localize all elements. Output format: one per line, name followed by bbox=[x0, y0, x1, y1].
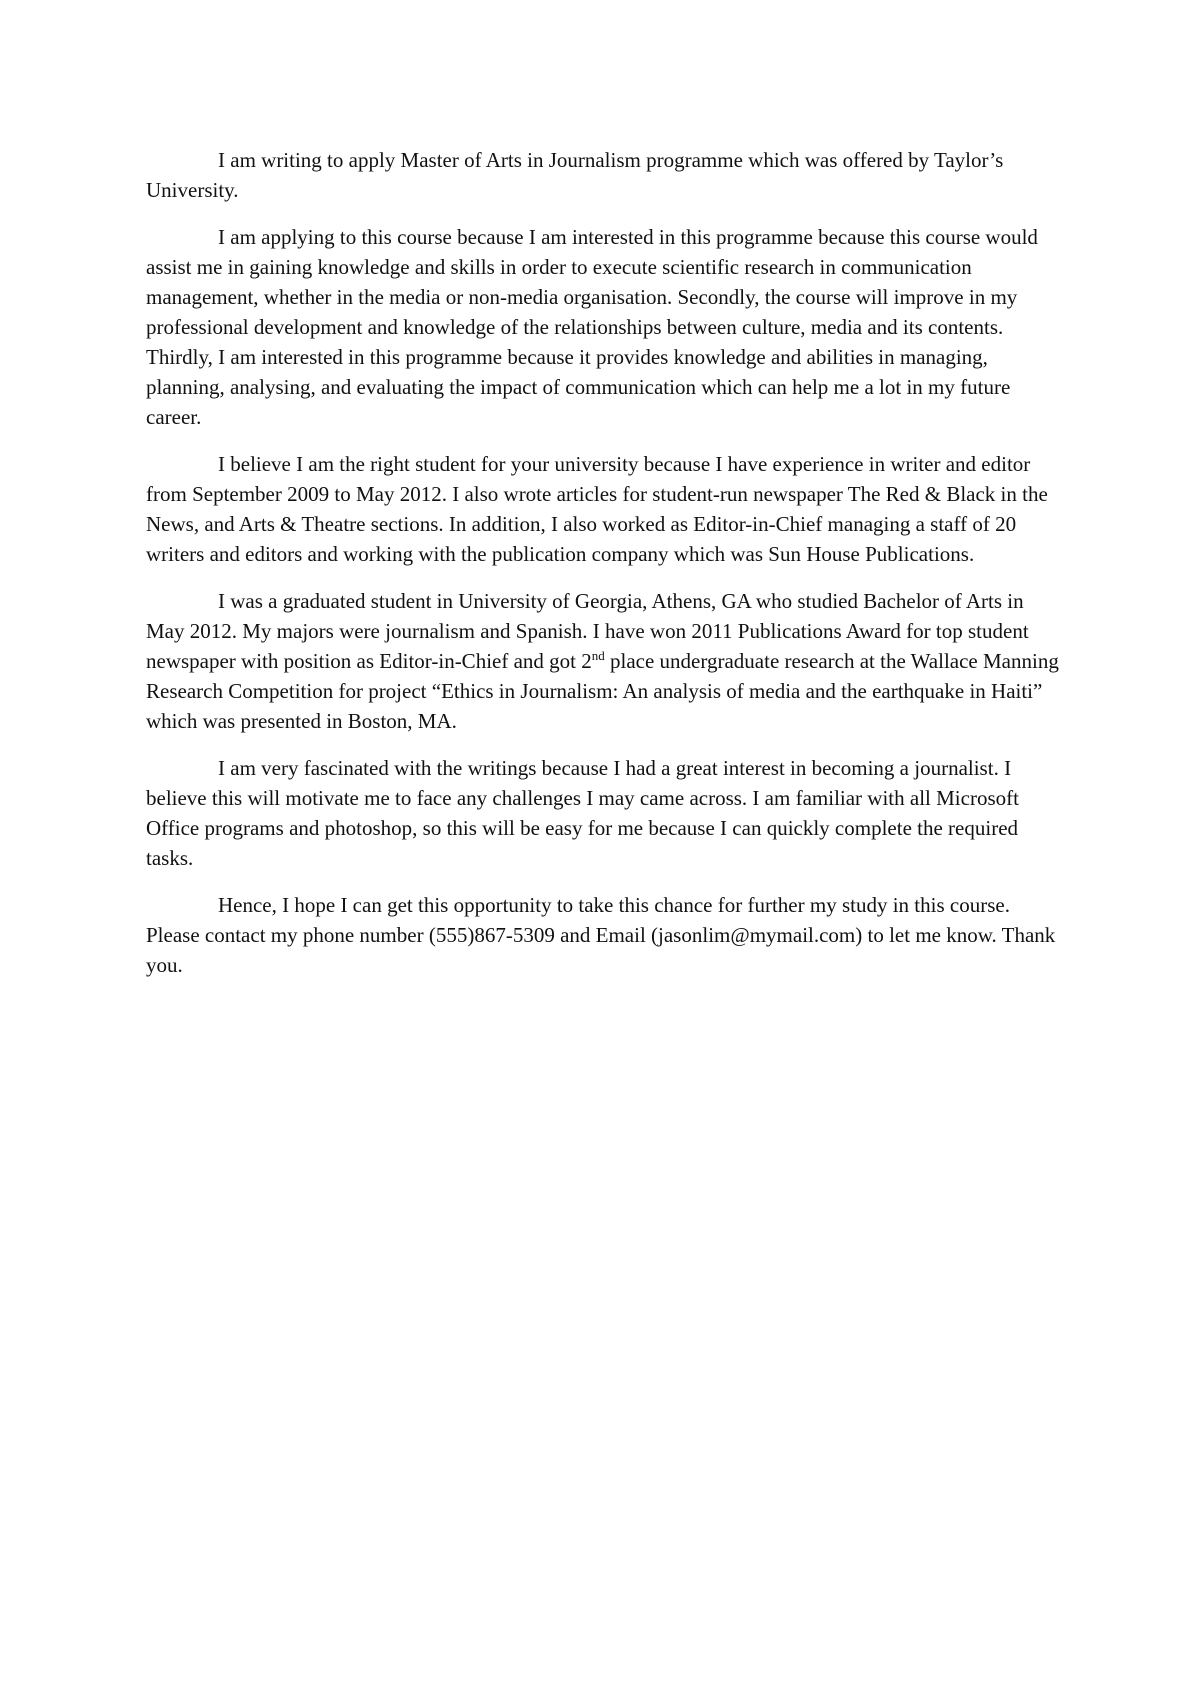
paragraph-education bbox=[146, 586, 1066, 736]
education-text-after: place undergraduate research at the Wallace Manning Research Competition for project “Ethics in Journalism: An analysis of media and the earthquake in Haiti” which was presented in Boston, MA. bbox=[146, 649, 1059, 733]
letter-body bbox=[146, 145, 1066, 997]
ordinal-superscript: nd bbox=[591, 648, 605, 663]
paragraph-course-reasons: I am applying to this course because I am interested in this programme because this course would assist me in gaining knowledge and skills in order to execute scientific research in communication management, whether in the media or non-media organisation. Secondly, the course will improve in my professional development and knowledge of the relationships between culture, media and its contents. Thirdly, I am interested in this programme because it provides knowledge and abilities in managing, planning, analysing, and evaluating the impact of communication which can help me a lot in my future career. bbox=[146, 225, 1038, 429]
paragraph-interest: I am very fascinated with the writings because I had a great interest in becoming a journalist. I believe this will motivate me to face any challenges I may came across. I am familiar with all Microsoft Office programs and photoshop, so this will be easy for me because I can quickly complete the required tasks. bbox=[146, 756, 1019, 870]
paragraph-closing: Hence, I hope I can get this opportunity to take this chance for further my study in this course. Please contact my phone number (555)867-5309 and Email (jasonlim@mymail.com) to let me know. Thank you. bbox=[146, 893, 1056, 977]
paragraph-application-intent: I am writing to apply Master of Arts in Journalism programme which was offered by Taylor’s University. bbox=[146, 148, 1004, 202]
paragraph-experience: I believe I am the right student for your university because I have experience in writer and editor from September 2009 to May 2012. I also wrote articles for student-run newspaper The Red & Black in the News, and Arts & Theatre sections. In addition, I also worked as Editor-in-Chief managing a staff of 20 writers and editors and working with the publication company which was Sun House Publications. bbox=[146, 452, 1048, 566]
education-text-before: I was a graduated student in University of Georgia, Athens, GA who studied Bachelor of Arts in May 2012. My majors were journalism and Spanish. I have won 2011 Publications Award for top student newspaper with position as Editor-in-Chief and got 2 bbox=[146, 589, 1029, 673]
